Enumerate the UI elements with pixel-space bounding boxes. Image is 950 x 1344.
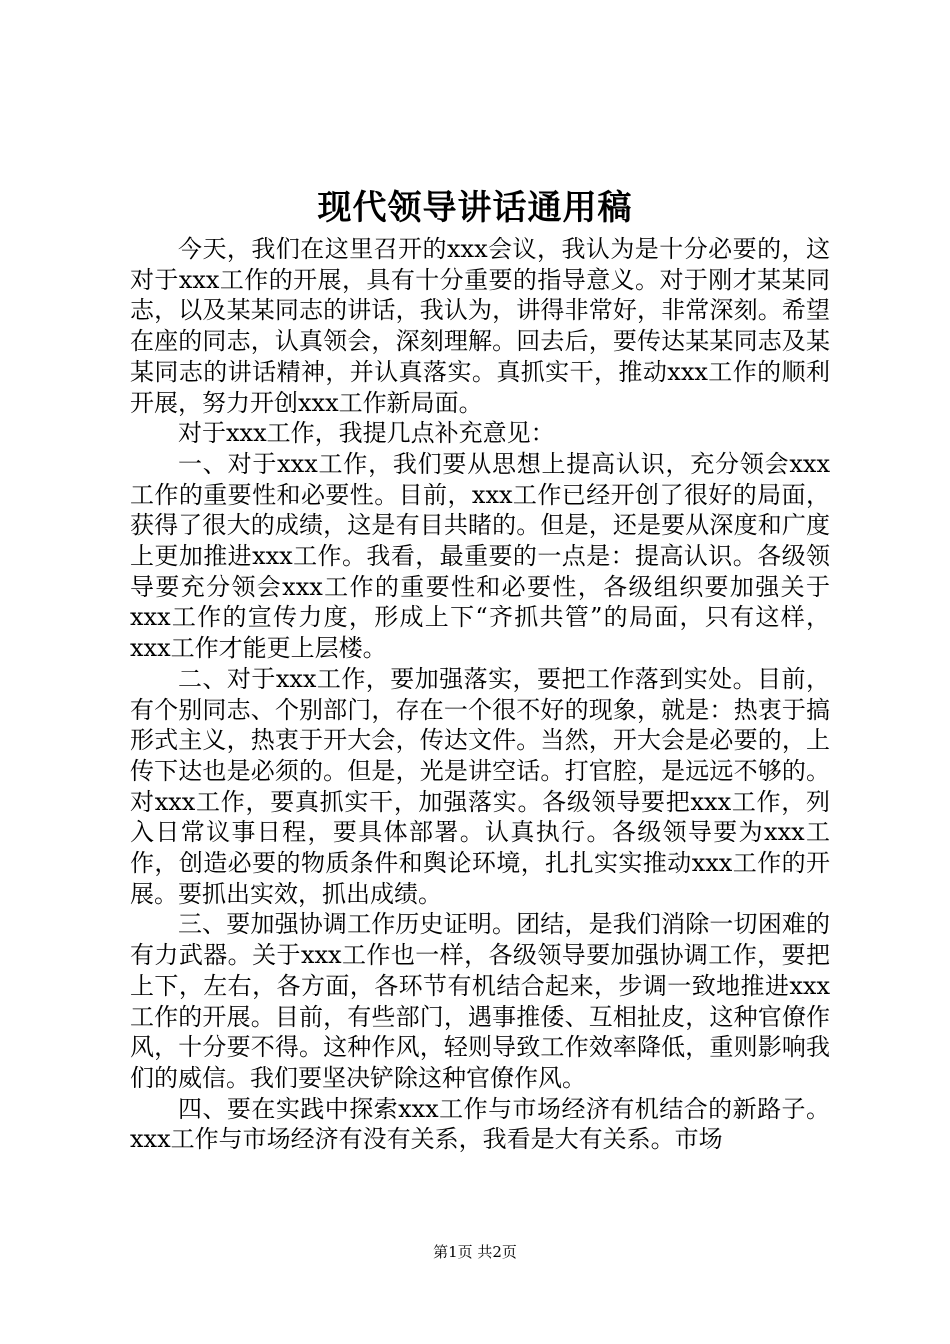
paragraph-intro: 今天，我们在这里召开的xxx会议，我认为是十分必要的，这对于xxx工作的开展，具有十分重要的指导意义。对于刚才某某同志，以及某某同志的讲话，我认为，讲得非常好，非常深刻。希望在座的同志，认真领会，深刻理解。回去后，要传达某某同志及某某同志的讲话精神，并认真落实。真抓实干，推动xxx工作的顺利开展，努力开创xxx工作新局面。 — [130, 235, 830, 417]
document-body — [130, 234, 830, 1155]
paragraph-supplement-lead: 对于xxx工作，我提几点补充意见： — [178, 419, 555, 448]
paragraph-point-two: 二、对于xxx工作，要加强落实，要把工作落到实处。目前，有个别同志、个别部门，存在一个很不好的现象，就是：热衷于搞形式主义，热衷于开大会，传达文件。当然，开大会是必要的，上传下达也是必须的。但是，光是讲空话。打官腔，是远远不够的。对xxx工作，要真抓实干，加强落实。各级领导要把xxx工作，列入日常议事日程，要具体部署。认真执行。各级领导要为xxx工作，创造必要的物质条件和舆论环境，扎扎实实推动xxx工作的开展。要抓出实效，抓出成绩。 — [130, 664, 830, 908]
paragraph-point-four: 四、要在实践中探索xxx工作与市场经济有机结合的新路子。xxx工作与市场经济有没有关系，我看是大有关系。市场 — [130, 1094, 830, 1154]
paragraph-point-one: 一、对于xxx工作，我们要从思想上提高认识，充分领会xxx工作的重要性和必要性。目前，xxx工作已经开创了很好的局面，获得了很大的成绩，这是有目共睹的。但是，还是要从深度和广度上更加推进xxx工作。我看，最重要的一点是：提高认识。各级领导要充分领会xxx工作的重要性和必要性，各级组织要加强关于xxx工作的宣传力度，形成上下“齐抓共管”的局面，只有这样，xxx工作才能更上层楼。 — [130, 449, 830, 663]
document-title: 现代领导讲话通用稿 — [317, 188, 633, 228]
paragraph-point-three: 三、要加强协调工作历史证明。团结，是我们消除一切困难的有力武器。关于xxx工作也一样，各级领导要加强协调工作，要把上下，左右，各方面，各环节有机结合起来，步调一致地推进xxx工作的开展。目前，有些部门，遇事推倭、互相扯皮，这种官僚作风，十分要不得。这种作风，轻则导致工作效率降低，重则影响我们的威信。我们要坚决铲除这种官僚作风。 — [130, 910, 830, 1092]
page-footer: 第1页 共2页 — [433, 1243, 517, 1261]
